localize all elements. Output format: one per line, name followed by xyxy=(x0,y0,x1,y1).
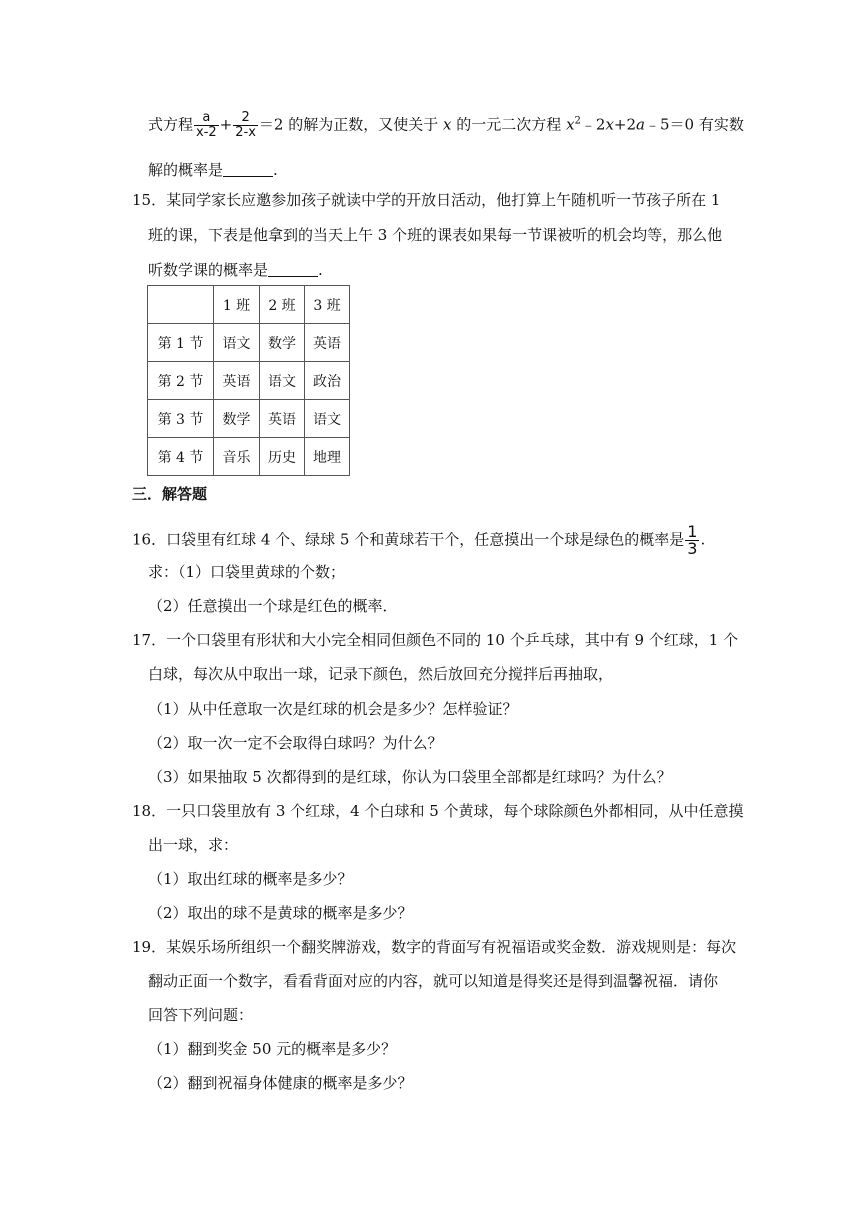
q19-line1: 19．某娱乐场所组织一个翻奖牌游戏，数字的背面写有祝福语或奖金数．游戏规则是：每次 xyxy=(132,938,737,956)
table-cell: 音乐 xyxy=(214,438,260,476)
table-cell: 第 3 节 xyxy=(148,400,214,438)
table-cell: 英语 xyxy=(214,362,260,400)
q17-line1: 17．一个口袋里有形状和大小完全相同但颜色不同的 10 个乒乓球，其中有 9 个红球，1 个 xyxy=(132,631,739,649)
fraction-2-over-2-x: $\frac{2}{2-x}$ xyxy=(235,110,256,140)
table-cell: 英语 xyxy=(260,400,305,438)
table-row xyxy=(148,400,350,438)
q15-line1: 15．某同学家长应邀参加孩子就读中学的开放日活动，他打算上午随机听一节孩子所在 1 xyxy=(132,191,721,209)
q17-line4: （2）取一次一定不会取得白球吗？为什么？ xyxy=(148,734,443,752)
q18-line2: 出一球，求： xyxy=(148,836,239,854)
q17-line2: 白球，每次从中取出一球，记录下颜色，然后放回充分搅拌后再抽取， xyxy=(148,665,614,683)
table-cell: 数学 xyxy=(214,400,260,438)
table-cell: 第 2 节 xyxy=(148,362,214,400)
q18-line1: 18．一只口袋里放有 3 个红球，4 个白球和 5 个黄球，每个球除颜色外都相同，从中任意摸 xyxy=(132,802,744,820)
q14-line1: 式方程 $\frac{a}{x-2}$ + $\frac{2}{2-x}$ ＝2 的解为正数，又使关于 x 的一元二次方程 $x^2﹣2x+2a﹣5=0$ 有实数 xyxy=(148,110,744,140)
q19-line3: 回答下列问题： xyxy=(148,1006,254,1024)
table-cell xyxy=(148,286,214,324)
table-cell: 语文 xyxy=(214,324,260,362)
table-row xyxy=(148,362,350,400)
q19-line5: （2）翻到祝福身体健康的概率是多少？ xyxy=(148,1074,413,1092)
q16-line3: （2）任意摸出一个球是红色的概率． xyxy=(148,597,398,615)
table-cell: 1 班 xyxy=(214,286,260,324)
answer-blank xyxy=(268,262,318,277)
table-cell: 语文 xyxy=(305,400,350,438)
q16-line2: 求：（1）口袋里黄球的个数； xyxy=(148,563,346,581)
answer-blank xyxy=(223,162,273,177)
table-cell: 第 1 节 xyxy=(148,324,214,362)
q19-line4: （1）翻到奖金 50 元的概率是多少？ xyxy=(148,1040,397,1058)
table-row xyxy=(148,324,350,362)
table-cell: 英语 xyxy=(305,324,350,362)
fraction-1-over-3: $\frac{1}{3}$ xyxy=(687,522,698,558)
table-cell: 3 班 xyxy=(305,286,350,324)
table-cell: 政治 xyxy=(305,362,350,400)
table-row xyxy=(148,438,350,476)
q18-line4: （2）取出的球不是黄球的概率是多少？ xyxy=(148,904,413,922)
table-cell: 数学 xyxy=(260,324,305,362)
table-header-row xyxy=(148,286,350,324)
q15-line3: 听数学课的概率是 . xyxy=(148,261,323,279)
q14-line2: 解的概率是 . xyxy=(148,161,278,179)
table-cell: 第 4 节 xyxy=(148,438,214,476)
table-cell: 地理 xyxy=(305,438,350,476)
table-cell: 历史 xyxy=(260,438,305,476)
q17-line5: （3）如果抽取 5 次都得到的是红球，你认为口袋里全部都是红球吗？为什么？ xyxy=(148,768,672,786)
schedule-table xyxy=(147,285,350,476)
fraction-a-over-x-2: $\frac{a}{x-2}$ xyxy=(196,110,217,140)
section-title: 三．解答题 xyxy=(132,485,208,503)
table-cell: 语文 xyxy=(260,362,305,400)
q19-line2: 翻动正面一个数字，看看背面对应的内容，就可以知道是得奖还是得到温馨祝福．请你 xyxy=(148,972,719,990)
q17-line3: （1）从中任意取一次是红球的机会是多少？怎样验证？ xyxy=(148,700,518,718)
q16-line1: 16．口袋里有红球 4 个、绿球 5 个和黄球若干个，任意摸出一个球是绿色的概率是 $\frac{1}{3}$ . xyxy=(132,522,706,558)
q15-line2: 班的课，下表是他拿到的当天上午 3 个班的课表如果每一节课被听的机会均等，那么他 xyxy=(148,226,723,244)
table-cell: 2 班 xyxy=(260,286,305,324)
q18-line3: （1）取出红球的概率是多少？ xyxy=(148,870,353,888)
